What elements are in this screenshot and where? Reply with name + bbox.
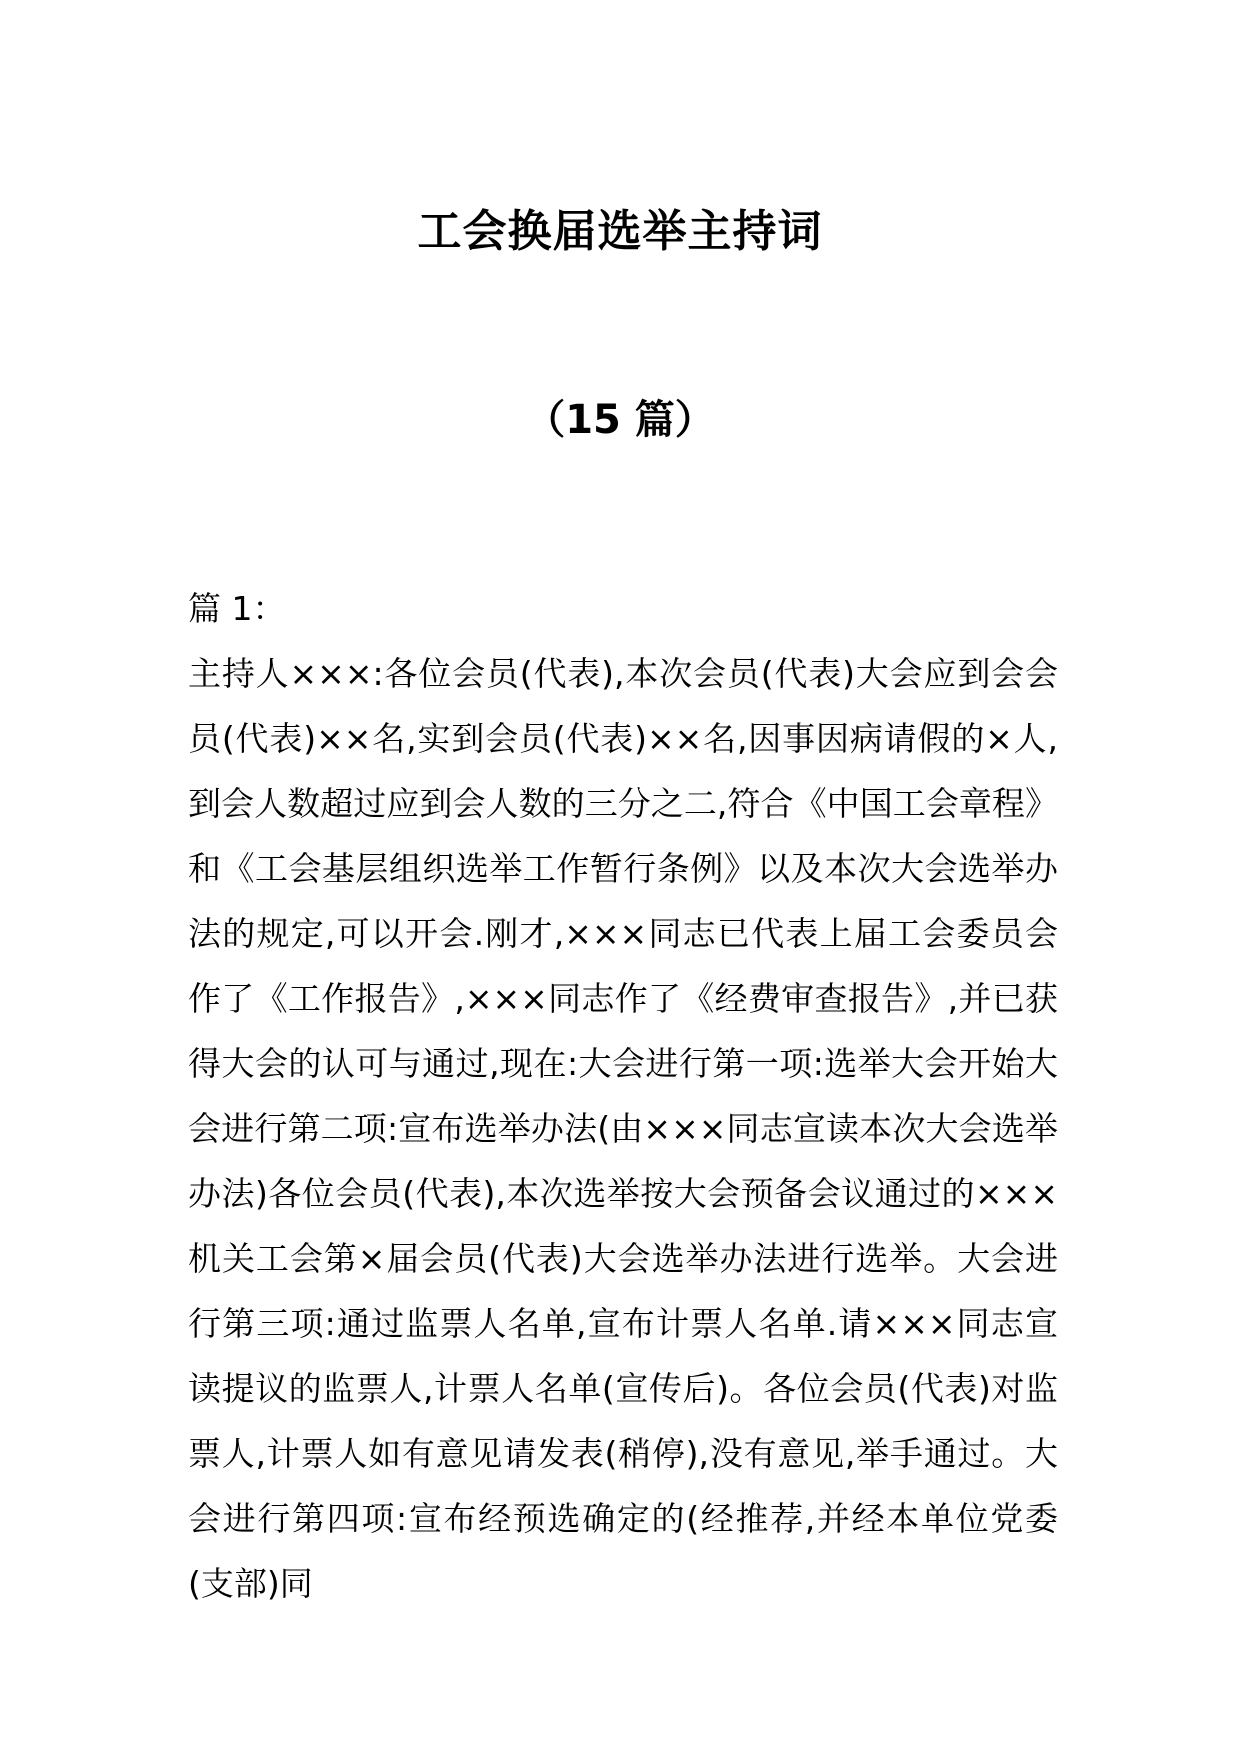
body-paragraph: 主持人×××:各位会员(代表),本次会员(代表)大会应到会会员(代表)××名,实到会员(代表)××名,因事因病请假的×人,到会人数超过应到会人数的三分之二,符合《中国工会章程》和《工会基层组织选举工作暂行条例》以及本次大会选举办法的规定,可以开会.刚才,×××同志已代表上届工会委员会作了《工作报告》,×××同志作了《经费审查报告》,并已获得大会的认可与通过,现在:大会进行第一项:选举大会开始大会进行第二项:宣布选举办法(由×××同志宣读本次大会选举办法)各位会员(代表),本次选举按大会预备会议通过的×××机关工会第×届会员(代表)大会选举办法进行选举。大会进行第三项:通过监票人名单,宣布计票人名单.请×××同志宣读提议的监票人,计票人名单(宣传后)。各位会员(代表)对监票人,计票人如有意见请发表(稍停),没有意见,举手通过。大会进行第四项:宣布经预选确定的(经推荐,并经本单位党委(支部)同 bbox=[188, 654, 1058, 1603]
document-body bbox=[188, 576, 1058, 1616]
document-subtitle: （15 篇） bbox=[525, 397, 715, 443]
section-label: 篇 1： bbox=[188, 589, 286, 628]
document-title: 工会换届选举主持词 bbox=[417, 206, 823, 257]
